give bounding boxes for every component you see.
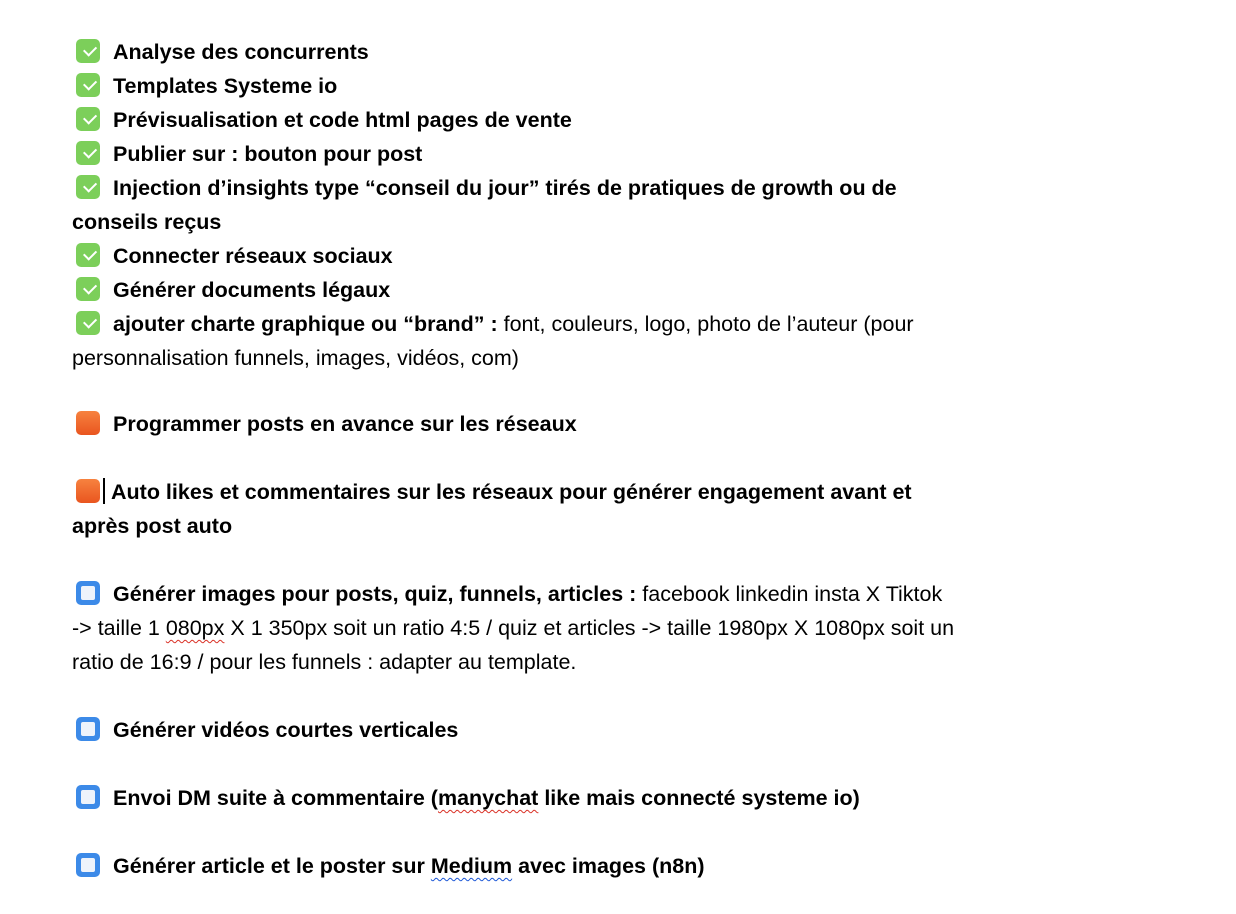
blue-square-button-icon bbox=[76, 581, 100, 605]
done-item[interactable] bbox=[72, 239, 1182, 273]
item-detail-continuation: ratio de 16:9 / pour les funnels : adapter au template. bbox=[72, 650, 577, 674]
spellcheck-word[interactable]: manychat bbox=[437, 786, 539, 810]
item-detail: facebook linkedin insta X Tiktok bbox=[636, 582, 943, 606]
item-detail: font, couleurs, logo, photo de l’auteur (pour bbox=[497, 312, 914, 336]
item-text-continuation: après post auto bbox=[72, 514, 233, 538]
check-box-green-icon bbox=[76, 277, 100, 301]
in-progress-item-continuation[interactable] bbox=[72, 509, 1182, 543]
item-text: Connecter réseaux sociaux bbox=[113, 244, 393, 268]
grammar-word[interactable]: Medium bbox=[430, 854, 513, 878]
todo-item[interactable] bbox=[72, 713, 1182, 747]
check-box-green-icon bbox=[76, 243, 100, 267]
check-box-green-icon bbox=[76, 107, 100, 131]
todo-item-continuation[interactable] bbox=[72, 611, 1182, 645]
item-text: ajouter charte graphique ou “brand” : bbox=[113, 312, 498, 336]
item-text: Injection d’insights type “conseil du jour” tirés de pratiques de growth ou de bbox=[113, 176, 897, 200]
done-item-continuation[interactable] bbox=[72, 341, 1182, 375]
in-progress-item[interactable] bbox=[72, 475, 1182, 509]
orange-square-icon bbox=[76, 479, 100, 503]
item-text: Publier sur : bouton pour post bbox=[113, 142, 423, 166]
done-item[interactable] bbox=[72, 171, 1182, 205]
done-item[interactable] bbox=[72, 103, 1182, 137]
done-item[interactable] bbox=[72, 137, 1182, 171]
item-text: Générer documents légaux bbox=[113, 278, 391, 302]
item-text-pre: Envoi DM suite à commentaire ( bbox=[113, 786, 438, 810]
item-text: Auto likes et commentaires sur les réseaux pour générer engagement avant et bbox=[111, 480, 912, 504]
check-box-green-icon bbox=[76, 141, 100, 165]
item-text-post: like mais connecté systeme io) bbox=[538, 786, 860, 810]
item-text: Générer vidéos courtes verticales bbox=[113, 718, 459, 742]
blue-square-button-icon bbox=[76, 785, 100, 809]
item-text: Analyse des concurrents bbox=[113, 40, 369, 64]
todo-item[interactable] bbox=[72, 849, 1182, 883]
item-text-post: avec images (n8n) bbox=[512, 854, 705, 878]
orange-square-icon bbox=[76, 411, 100, 435]
check-box-green-icon bbox=[76, 175, 100, 199]
spellcheck-word[interactable]: 080px bbox=[165, 616, 225, 640]
in-progress-item[interactable] bbox=[72, 407, 1182, 441]
check-box-green-icon bbox=[76, 311, 100, 335]
done-item[interactable] bbox=[72, 69, 1182, 103]
item-text-continuation: conseils reçus bbox=[72, 210, 222, 234]
item-text: Programmer posts en avance sur les réseaux bbox=[113, 412, 577, 436]
check-box-green-icon bbox=[76, 73, 100, 97]
check-box-green-icon bbox=[76, 39, 100, 63]
document-body[interactable] bbox=[72, 0, 1182, 883]
todo-item[interactable] bbox=[72, 781, 1182, 815]
item-text-pre: Générer article et le poster sur bbox=[113, 854, 431, 878]
todo-item-continuation[interactable] bbox=[72, 645, 1182, 679]
item-detail-continuation: personnalisation funnels, images, vidéos, com) bbox=[72, 346, 519, 370]
text-cursor bbox=[103, 478, 105, 504]
done-item-continuation[interactable] bbox=[72, 205, 1182, 239]
done-item[interactable] bbox=[72, 273, 1182, 307]
item-detail-pre: -> taille 1 bbox=[72, 616, 166, 640]
item-detail-post: X 1 350px soit un ratio 4:5 / quiz et articles -> taille 1980px X 1080px soit un bbox=[224, 616, 955, 640]
blue-square-button-icon bbox=[76, 717, 100, 741]
item-text: Templates Systeme io bbox=[113, 74, 338, 98]
todo-item[interactable] bbox=[72, 577, 1182, 611]
done-item[interactable] bbox=[72, 35, 1182, 69]
item-text: Générer images pour posts, quiz, funnels, articles : bbox=[113, 582, 637, 606]
done-item[interactable] bbox=[72, 307, 1182, 341]
item-text: Prévisualisation et code html pages de vente bbox=[113, 108, 572, 132]
blue-square-button-icon bbox=[76, 853, 100, 877]
